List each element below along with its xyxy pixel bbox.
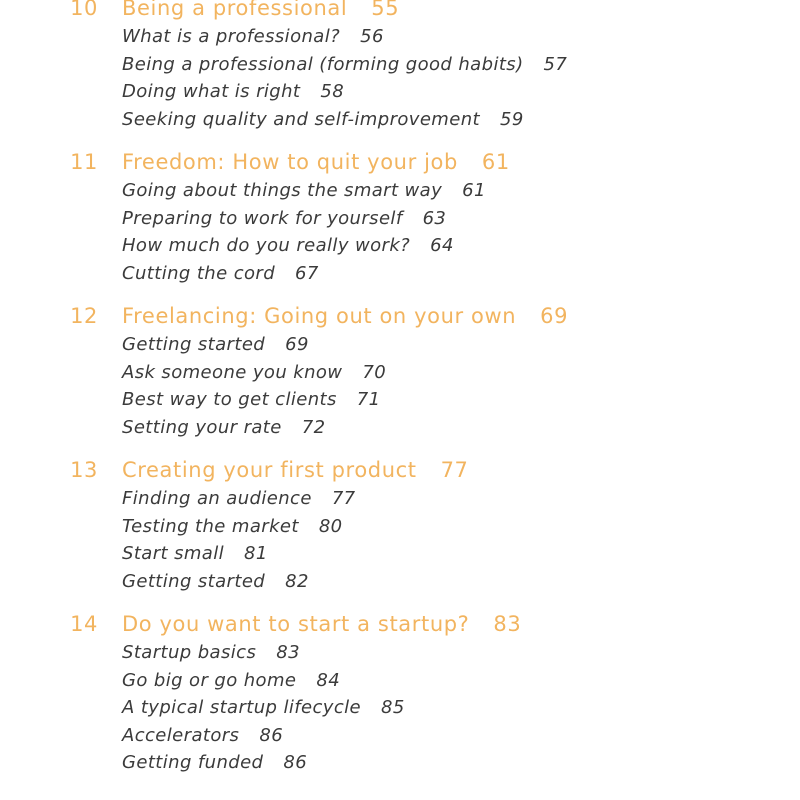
section-list: [0, 485, 800, 595]
chapter-heading[interactable]: [0, 147, 800, 177]
chapter-number: 11: [70, 150, 98, 174]
section-page-number: 58: [320, 81, 345, 102]
section-entry[interactable]: [0, 540, 800, 568]
chapter-page-number: 55: [371, 0, 400, 20]
chapter-number: 14: [70, 612, 98, 636]
section-title: Setting your rate: [122, 416, 282, 438]
section-page-number: 77: [331, 488, 356, 509]
section-title: Doing what is right: [122, 81, 301, 102]
section-entry[interactable]: [0, 23, 800, 51]
section-page-number: 59: [499, 108, 524, 130]
chapter-heading[interactable]: [0, 0, 800, 23]
section-title: What is a professional?: [122, 26, 341, 47]
section-page-number: 57: [543, 53, 568, 75]
chapter-title-text: Freelancing: Going out on your own: [122, 304, 517, 328]
section-page-number: 81: [244, 543, 268, 564]
section-entry[interactable]: [0, 414, 800, 442]
section-title: Getting funded: [122, 752, 264, 773]
chapter-title: [122, 609, 521, 639]
section-title: Ask someone you know: [122, 361, 343, 383]
section-title: Accelerators: [122, 724, 240, 746]
section-entry[interactable]: [0, 694, 800, 722]
section-page-number: 64: [430, 235, 454, 256]
chapter-title-text: Creating your first product: [122, 458, 417, 482]
section-page-number: 85: [381, 697, 405, 718]
section-title: Being a professional (forming good habits): [122, 53, 524, 75]
section-title: Cutting the cord: [122, 262, 276, 284]
section-entry[interactable]: [0, 749, 800, 777]
chapter-page-number: 69: [540, 304, 569, 328]
chapter-title: [122, 0, 399, 23]
section-entry[interactable]: [0, 386, 800, 414]
chapter-title-text: Being a professional: [122, 0, 348, 20]
section-title: Testing the market: [122, 515, 299, 537]
section-entry[interactable]: [0, 51, 800, 79]
section-page-number: 80: [318, 515, 343, 537]
section-title: Getting started: [122, 570, 266, 592]
chapter-number: 10: [70, 0, 98, 20]
chapter-heading[interactable]: [0, 455, 800, 485]
section-list: [0, 23, 800, 133]
section-title: Go big or go home: [122, 669, 297, 691]
section-title: How much do you really work?: [122, 235, 411, 256]
section-list: [0, 331, 800, 441]
section-page-number: 63: [422, 207, 447, 229]
section-entry[interactable]: [0, 260, 800, 288]
section-page-number: 70: [362, 361, 387, 383]
chapter-title-text: Do you want to start a startup?: [122, 612, 470, 636]
chapter-11: [0, 147, 800, 287]
section-page-number: 72: [301, 416, 326, 438]
section-entry[interactable]: [0, 513, 800, 541]
chapter-12: [0, 301, 800, 441]
section-entry[interactable]: [0, 331, 800, 359]
section-title: Going about things the smart way: [122, 180, 443, 201]
section-page-number: 82: [285, 570, 309, 592]
section-title: Start small: [122, 543, 225, 564]
chapter-title: [122, 301, 568, 331]
section-page-number: 56: [360, 26, 384, 47]
chapter-13: [0, 455, 800, 595]
section-title: Getting started: [122, 334, 266, 355]
section-page-number: 83: [276, 642, 300, 663]
section-page-number: 69: [285, 334, 309, 355]
chapter-heading[interactable]: [0, 301, 800, 331]
section-entry[interactable]: [0, 232, 800, 260]
chapter-title-text: Freedom: How to quit your job: [122, 150, 458, 174]
section-title: Preparing to work for yourself: [122, 207, 403, 229]
section-title: Best way to get clients: [122, 389, 337, 410]
section-title: A typical startup lifecycle: [122, 697, 362, 718]
section-entry[interactable]: [0, 667, 800, 695]
section-page-number: 86: [259, 724, 284, 746]
section-list: [0, 639, 800, 777]
section-page-number: 71: [356, 389, 381, 410]
chapter-heading[interactable]: [0, 609, 800, 639]
section-entry[interactable]: [0, 359, 800, 387]
section-page-number: 84: [316, 669, 341, 691]
chapter-number: 13: [70, 458, 98, 482]
chapter-title: [122, 455, 469, 485]
chapter-10: [0, 0, 800, 133]
chapter-number: 12: [70, 304, 98, 328]
section-entry[interactable]: [0, 568, 800, 596]
section-page-number: 86: [283, 752, 308, 773]
section-entry[interactable]: [0, 106, 800, 134]
chapter-page-number: 77: [440, 458, 469, 482]
section-entry[interactable]: [0, 722, 800, 750]
section-title: Finding an audience: [122, 488, 312, 509]
section-entry[interactable]: [0, 78, 800, 106]
section-title: Startup basics: [122, 642, 257, 663]
section-page-number: 61: [462, 180, 486, 201]
chapter-title: [122, 147, 510, 177]
section-entry[interactable]: [0, 485, 800, 513]
section-entry[interactable]: [0, 205, 800, 233]
section-list: [0, 177, 800, 287]
chapter-page-number: 83: [493, 612, 522, 636]
section-title: Seeking quality and self-improvement: [122, 108, 480, 130]
chapter-14: [0, 609, 800, 777]
section-page-number: 67: [295, 262, 319, 284]
section-entry[interactable]: [0, 177, 800, 205]
section-entry[interactable]: [0, 639, 800, 667]
chapter-page-number: 61: [481, 150, 510, 174]
